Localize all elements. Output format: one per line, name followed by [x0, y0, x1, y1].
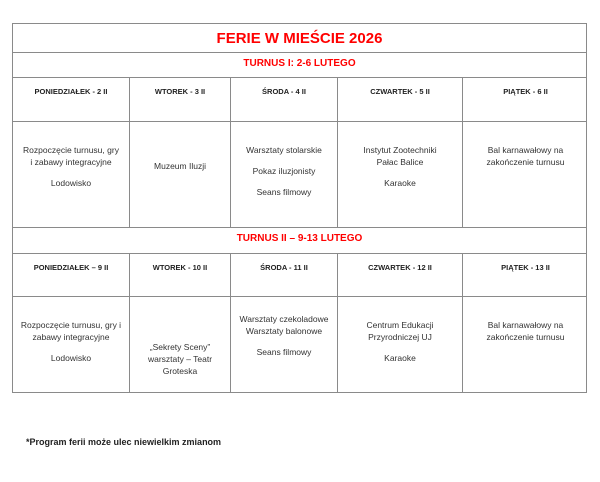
spacer [338, 343, 462, 352]
day-header: ŚRODA - 11 II [231, 254, 338, 296]
activity-item: warsztaty – Teatr [147, 354, 213, 364]
activity-item: Warsztaty balonowe [245, 326, 323, 336]
activity-item: Muzeum Iluzji [154, 161, 206, 171]
day-header: WTOREK - 10 II [130, 254, 231, 296]
activity-item: Pokaz iluzjonisty [252, 166, 316, 176]
day-activities [338, 122, 463, 227]
day-activities [231, 297, 338, 392]
activity-item: Rozpoczęcie turnusu, gry i [20, 320, 122, 330]
activity-item: Centrum Edukacji [366, 320, 434, 330]
day-header: PIĄTEK - 6 II [503, 87, 548, 96]
day-header: CZWARTEK - 12 II [338, 254, 463, 296]
activity-item: Instytut Zootechniki [363, 145, 437, 155]
day-activities [338, 297, 463, 392]
turnus-1-label: TURNUS I: 2-6 LUTEGO [243, 58, 356, 69]
activity-item: Warsztaty czekoladowe [239, 314, 329, 324]
activity-item: Pałac Balice [376, 157, 424, 167]
activity-item: Lodowisko [50, 353, 92, 363]
day-activities [463, 122, 588, 227]
turnus-1-activities [13, 122, 586, 228]
activity-item: Seans filmowy [256, 187, 312, 197]
spacer [231, 337, 337, 346]
spacer [231, 177, 337, 186]
spacer [338, 168, 462, 177]
activity-item: Rozpoczęcie turnusu, gry [23, 145, 119, 155]
turnus-1-row [13, 53, 586, 78]
day-activities [13, 122, 130, 227]
day-activities [130, 297, 231, 392]
activity-item: Bal karnawałowy na [487, 320, 564, 330]
day-activities [463, 297, 588, 392]
turnus-2-activities [13, 297, 586, 392]
day-header: ŚRODA - 4 II [231, 78, 338, 121]
day-header: CZWARTEK - 5 II [338, 78, 463, 121]
turnus-1-day-headers [13, 78, 586, 122]
activity-item: Przyrodniczej UJ [368, 332, 432, 342]
day-header: PIĄTEK - 13 II [501, 263, 550, 272]
day-header: PONIEDZIAŁEK – 9 II [13, 254, 130, 296]
activity-item: zakończenie turnusu [486, 157, 565, 167]
day-header: WTOREK - 3 II [130, 78, 231, 121]
page-title: FERIE W MIEŚCIE 2026 [216, 30, 383, 47]
spacer [231, 156, 337, 165]
schedule-table [12, 23, 587, 393]
spacer [13, 343, 129, 352]
day-header: PONIEDZIAŁEK - 2 II [13, 78, 130, 121]
activity-item: Seans filmowy [256, 347, 312, 357]
footnote: *Program ferii może ulec niewielkim zmianom [26, 437, 222, 447]
activity-item: zabawy integracyjne [32, 332, 110, 342]
day-activities [231, 122, 338, 227]
activity-item: zakończenie turnusu [486, 332, 565, 342]
activity-item: Warsztaty stolarskie [246, 145, 322, 155]
activity-item: i zabawy integracyjne [30, 157, 112, 167]
day-activities [13, 297, 130, 392]
activity-item: Karaoke [384, 178, 416, 188]
activity-item: Karaoke [384, 353, 416, 363]
turnus-2-day-headers [13, 254, 586, 297]
activity-item: „Sekrety Sceny” [149, 342, 211, 352]
activity-item: Lodowisko [50, 178, 92, 188]
day-activities [130, 122, 231, 227]
turnus-2-row [13, 228, 586, 254]
title-row [13, 24, 586, 53]
activity-item: Groteska [162, 366, 198, 376]
activity-item: Bal karnawałowy na [487, 145, 564, 155]
turnus-2-label: TURNUS II – 9-13 LUTEGO [236, 233, 363, 244]
spacer [13, 168, 129, 177]
